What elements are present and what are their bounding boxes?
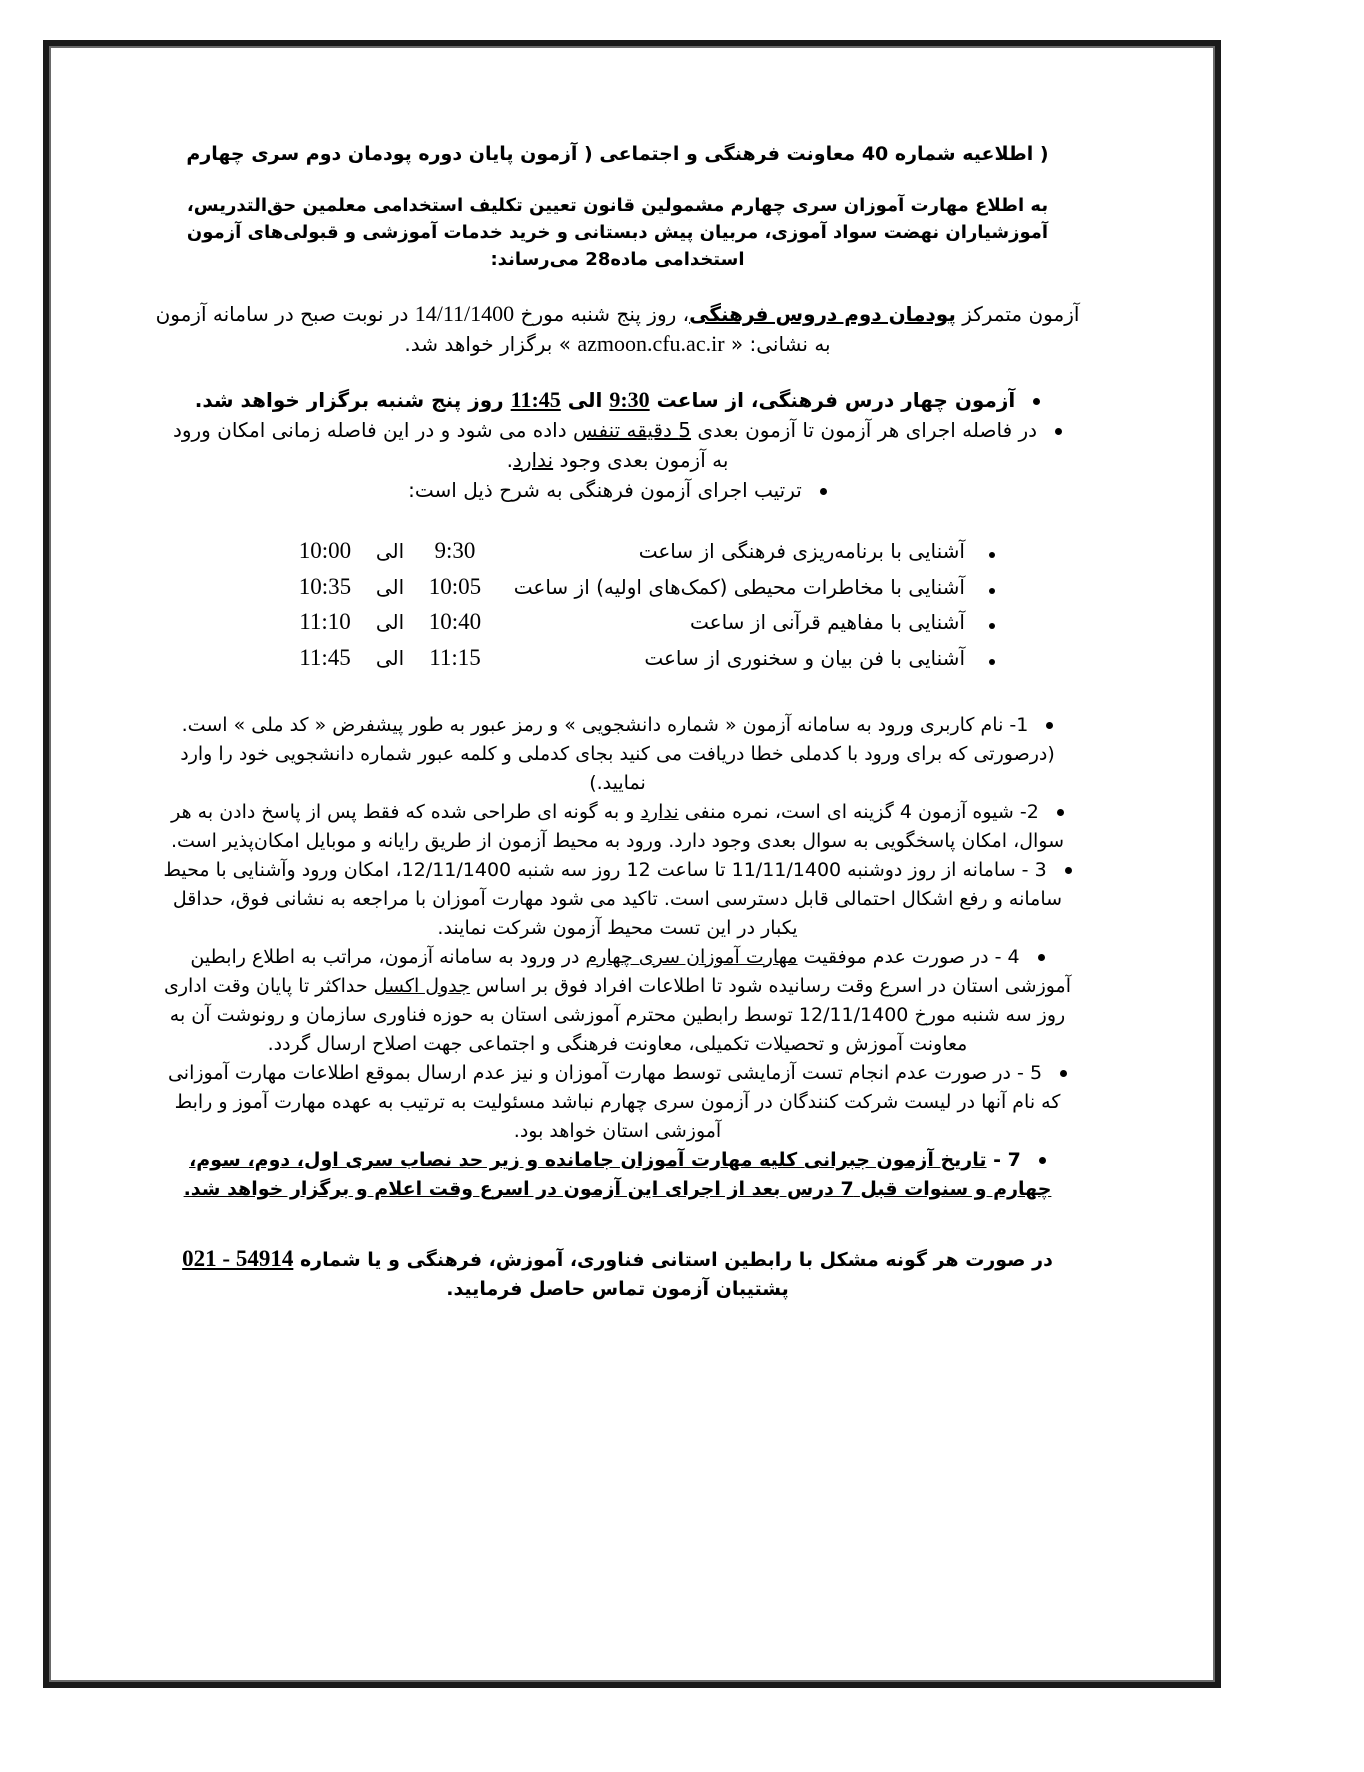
bullet-icon — [1039, 1157, 1046, 1164]
schedule-label: آشنایی با برنامه‌ریزی فرهنگی از ساعت — [638, 539, 965, 563]
bullet-icon — [989, 623, 995, 629]
bullet-text: روز پنج شنبه برگزار خواهد شد. — [194, 388, 511, 412]
item-4-login-failure — [150, 943, 1085, 1059]
schedule-start: 11:15 — [429, 644, 481, 670]
bullet-icon — [1033, 398, 1040, 405]
bullet-icon — [1038, 954, 1045, 961]
item-text: 7 - — [986, 1149, 1021, 1171]
break-duration: 5 دقیقه تنفس — [572, 418, 691, 442]
announcement-text: در نوبت صبح در سامانه آزمون به نشانی: « — [155, 302, 831, 356]
support-phone: 021 - 54914 — [182, 1246, 294, 1271]
bullet-text: در فاصله اجرای هر آزمون تا آزمون بعدی — [690, 418, 1038, 442]
announcement-text: ، روز پنج شنبه مورخ — [514, 302, 690, 326]
item-underlined: جدول اکسل — [373, 975, 471, 997]
bullet-cell — [965, 646, 995, 677]
schedule-start: 10:40 — [428, 609, 482, 634]
schedule-sep: الی — [375, 610, 405, 634]
schedule-start: 9:30 — [434, 538, 476, 563]
item-3-test-access — [150, 856, 1085, 943]
schedule-label: آشنایی با مخاطرات محیطی (کمک‌های اولیه) از ساعت — [513, 574, 965, 599]
bullet-order — [150, 475, 1085, 505]
bullet-icon — [989, 659, 995, 665]
bullet-icon — [1057, 809, 1064, 816]
course-name: پودمان دوم دروس فرهنگی — [689, 302, 956, 326]
contact-footer — [150, 1244, 1085, 1304]
bullet-text: آزمون چهار درس فرهنگی، از ساعت — [649, 388, 1016, 412]
bullet-cell — [965, 611, 995, 642]
no-entry-text: ندارد — [512, 448, 554, 472]
schedule-end: 11:45 — [299, 644, 351, 670]
end-time: 11:45 — [510, 387, 561, 412]
item-underlined: مهارت آموزان سری چهارم — [585, 946, 798, 968]
schedule-end: 10:00 — [298, 538, 352, 563]
footer-text: پشتیبان آزمون تماس حاصل فرمایید. — [446, 1278, 789, 1300]
item-text: در ورود به سامانه آزمون، مراتب به اطلاع رابطین آموزشی استان در اسرع وقت رسانیده شود تا اطلاعات افراد فوق بر اساس — [190, 946, 1072, 997]
bullet-exam-time — [150, 385, 1085, 415]
exam-url-link[interactable]: azmoon.cfu.ac.ir — [577, 331, 725, 356]
schedule-list — [150, 535, 1085, 677]
item-text: و به گونه ای طراحی شده که فقط پس از پاسخ دادن به هر سوال، امکان پاسخگویی به سوال بعدی وجود دارد. ورود به محیط آزمون از طریق رایانه و موبایل امکان‌پذیر است. — [170, 801, 1065, 852]
item-text: 5 - در صورت عدم انجام تست آزمایشی توسط مهارت آموزان و نیز عدم ارسال بموقع اطلاعات مهارت آموزانی که نام آنها در لیست شرکت کنندگان در آزمون سری چهارم نباشد مسئولیت به ترتیب به عهده مهارت آموز و رابط آموزشی استان خواهد بود. — [167, 1062, 1061, 1142]
bullet-text: داده می شود و در این فاصله زمانی امکان ورود به آزمون بعدی وجود — [172, 418, 729, 472]
footer-text: در صورت هر گونه مشکل با رابطین استانی فناوری، آموزش، فرهنگی و یا شماره — [293, 1249, 1053, 1271]
schedule-end: 11:10 — [299, 609, 351, 634]
announcement-document — [150, 140, 1085, 1304]
bullet-list — [150, 385, 1085, 505]
exam-announcement — [150, 299, 1085, 359]
bullet-icon — [989, 552, 995, 558]
schedule-end: 10:35 — [298, 573, 352, 599]
item-underlined: ندارد — [640, 801, 679, 823]
bullet-icon — [1046, 722, 1053, 729]
item-text: حداکثر تا پایان وقت اداری روز سه شنبه مورخ 12/11/1400 توسط رابطین محترم آموزشی استان به حوزه فناوری سازمان و رونوشت آن به معاونت آموزش و تحصیلات تکمیلی، معاونت فرهنگی و اجتماعی جهت اصلاح ارسال گردد. — [163, 975, 1066, 1055]
schedule-row — [150, 571, 1085, 607]
bullet-icon — [1060, 1070, 1067, 1077]
announcement-text: » برگزار خواهد شد. — [404, 332, 578, 356]
schedule-label: آشنایی با فن بیان و سخنوری از ساعت — [644, 645, 965, 670]
document-title: ( اطلاعیه شماره 40 معاونت فرهنگی و اجتماعی ( آزمون پایان دوره پودمان دوم سری چهارم — [186, 143, 1049, 165]
exam-date: 14/11/1400 — [414, 301, 515, 326]
item-text: 3 - سامانه از روز دوشنبه 11/11/1400 تا ساعت 12 روز سه شنبه 12/11/1400، امکان ورود وآشنایی با محیط سامانه و رفع اشکال احتمالی قابل دسترسی است. تاکید می شود مهارت آموزان با مراجعه به نشانی فوق، حداقل یکبار در این تست محیط آزمون شرکت نمایند. — [163, 859, 1063, 939]
item-2-format — [150, 798, 1085, 856]
bullet-icon — [1055, 428, 1062, 435]
schedule-sep: الی — [375, 539, 405, 563]
item-text: 1- نام کاربری ورود به سامانه آزمون « شماره دانشجویی » و رمز عبور به طور پیشفرض « کد ملی » است. (درصورتی که برای ورود با کدملی خطا دریافت می کنید بجای کدملی و کلمه عبور شماره دانشجویی خود را وارد نمایید.) — [180, 714, 1055, 794]
item-text: 4 - در صورت عدم موفقیت — [797, 946, 1020, 968]
item-text: 2- شیوه آزمون 4 گزینه ای است، نمره منفی — [678, 801, 1039, 823]
schedule-sep: الی — [375, 645, 405, 670]
schedule-label: آشنایی با مفاهیم قرآنی از ساعت — [690, 610, 965, 634]
announcement-text: آزمون متمرکز — [955, 302, 1080, 326]
schedule-sep: الی — [375, 574, 405, 599]
bullet-icon — [1065, 867, 1072, 874]
bullet-cell — [965, 540, 995, 571]
bullet-cell — [965, 575, 995, 606]
bullet-icon — [820, 488, 827, 495]
item-1-login — [150, 711, 1085, 798]
bullet-icon — [989, 588, 995, 594]
schedule-row — [150, 606, 1085, 642]
schedule-row — [150, 642, 1085, 678]
schedule-row — [150, 535, 1085, 571]
bullet-text: الی — [560, 388, 610, 412]
bullet-text: . — [506, 448, 513, 472]
intro-paragraph: به اطلاع مهارت آموزان سری چهارم مشمولین قانون تعیین تکلیف استخدامی معلمین حق‌التدریس، آموزشیاران نهضت سواد آموزی، مربیان پیش دبستانی و خرید خدمات آموزشی و قبولی‌های آزمون استخدامی ماده28 می‌رساند: — [186, 195, 1049, 270]
item-5-responsibility — [150, 1059, 1085, 1146]
start-time: 9:30 — [609, 387, 650, 412]
item-7-makeup-exam — [150, 1146, 1085, 1204]
bullet-break — [150, 415, 1085, 475]
item-underlined: تاریخ آزمون جبرانی کلیه مهارت آموزان جامانده و زیر حد نصاب سری اول، دوم، سوم، چهارم و سنوات قبل 7 درس بعد از اجرای این آزمون در اسرع وقت اعلام و برگزار خواهد شد. — [183, 1149, 1052, 1200]
schedule-start: 10:05 — [428, 573, 482, 599]
bullet-text: ترتیب اجرای آزمون فرهنگی به شرح ذیل است: — [408, 478, 802, 502]
